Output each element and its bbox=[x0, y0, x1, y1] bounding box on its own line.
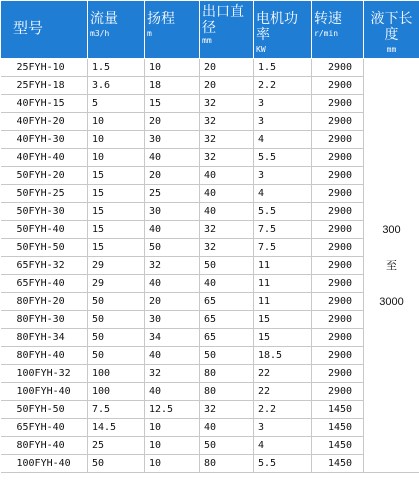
cell-head: 32 bbox=[145, 257, 200, 275]
cell-power: 5.5 bbox=[254, 149, 312, 167]
cell-head: 40 bbox=[145, 275, 200, 293]
cell-outlet: 40 bbox=[200, 275, 254, 293]
cell-speed: 2900 bbox=[312, 257, 364, 275]
cell-flow: 15 bbox=[88, 167, 145, 185]
cell-model: 40FYH-20 bbox=[1, 113, 88, 131]
cell-power: 22 bbox=[254, 365, 312, 383]
cell-outlet: 32 bbox=[200, 113, 254, 131]
cell-power: 3 bbox=[254, 167, 312, 185]
table-row bbox=[1, 311, 419, 329]
header-outlet-unit: mm bbox=[202, 36, 212, 45]
cell-power: 22 bbox=[254, 383, 312, 401]
cell-model: 50FYH-20 bbox=[1, 167, 88, 185]
table-row bbox=[1, 419, 419, 437]
table-row bbox=[1, 221, 419, 239]
table-row bbox=[1, 293, 419, 311]
header-outlet bbox=[200, 1, 254, 59]
cell-power: 7.5 bbox=[254, 239, 312, 257]
table-row bbox=[1, 329, 419, 347]
cell-power: 2.2 bbox=[254, 401, 312, 419]
cell-speed: 2900 bbox=[312, 293, 364, 311]
cell-power: 11 bbox=[254, 257, 312, 275]
cell-model: 100FYH-40 bbox=[1, 383, 88, 401]
cell-flow: 50 bbox=[88, 293, 145, 311]
header-power-label: 电机功率 bbox=[256, 10, 298, 42]
cell-speed: 2900 bbox=[312, 203, 364, 221]
cell-flow: 15 bbox=[88, 203, 145, 221]
cell-power: 15 bbox=[254, 311, 312, 329]
header-depth-unit: mm bbox=[386, 45, 397, 54]
table-row bbox=[1, 95, 419, 113]
cell-outlet: 50 bbox=[200, 347, 254, 365]
cell-model: 80FYH-34 bbox=[1, 329, 88, 347]
cell-flow: 50 bbox=[88, 455, 145, 473]
header-speed-label: 转速 bbox=[314, 10, 342, 26]
table-row bbox=[1, 239, 419, 257]
cell-outlet: 80 bbox=[200, 365, 254, 383]
cell-outlet: 65 bbox=[200, 329, 254, 347]
cell-model: 50FYH-40 bbox=[1, 221, 88, 239]
cell-power: 7.5 bbox=[254, 221, 312, 239]
cell-head: 10 bbox=[145, 419, 200, 437]
cell-outlet: 50 bbox=[200, 257, 254, 275]
cell-model: 80FYH-40 bbox=[1, 437, 88, 455]
cell-model: 65FYH-40 bbox=[1, 275, 88, 293]
cell-outlet: 80 bbox=[200, 383, 254, 401]
cell-power: 11 bbox=[254, 275, 312, 293]
cell-outlet: 65 bbox=[200, 311, 254, 329]
cell-outlet: 20 bbox=[200, 77, 254, 95]
cell-power: 11 bbox=[254, 293, 312, 311]
table-row bbox=[1, 131, 419, 149]
cell-outlet: 32 bbox=[200, 239, 254, 257]
cell-speed: 2900 bbox=[312, 131, 364, 149]
cell-head: 40 bbox=[145, 221, 200, 239]
table-row bbox=[1, 347, 419, 365]
cell-outlet: 40 bbox=[200, 167, 254, 185]
header-model bbox=[1, 1, 88, 59]
cell-head: 12.5 bbox=[145, 401, 200, 419]
cell-head: 15 bbox=[145, 95, 200, 113]
cell-model: 80FYH-20 bbox=[1, 293, 88, 311]
cell-model: 25FYH-10 bbox=[1, 59, 88, 77]
cell-outlet: 32 bbox=[200, 401, 254, 419]
header-head-label: 扬程 bbox=[147, 10, 175, 26]
cell-flow: 15 bbox=[88, 185, 145, 203]
cell-head: 10 bbox=[145, 455, 200, 473]
table-row bbox=[1, 383, 419, 401]
cell-flow: 10 bbox=[88, 131, 145, 149]
cell-speed: 2900 bbox=[312, 275, 364, 293]
cell-speed: 2900 bbox=[312, 77, 364, 95]
table-row bbox=[1, 149, 419, 167]
table-row bbox=[1, 185, 419, 203]
cell-outlet: 80 bbox=[200, 455, 254, 473]
cell-speed: 2900 bbox=[312, 113, 364, 131]
table-row bbox=[1, 257, 419, 275]
table-row bbox=[1, 437, 419, 455]
cell-head: 10 bbox=[145, 437, 200, 455]
header-model-label: 型号 bbox=[13, 20, 44, 37]
cell-head: 40 bbox=[145, 383, 200, 401]
header-power-unit: KW bbox=[256, 45, 266, 54]
cell-outlet: 40 bbox=[200, 185, 254, 203]
table-row bbox=[1, 59, 419, 77]
cell-power: 15 bbox=[254, 329, 312, 347]
table-row bbox=[1, 113, 419, 131]
depth-spacer bbox=[364, 239, 419, 257]
table-row bbox=[1, 167, 419, 185]
cell-speed: 2900 bbox=[312, 311, 364, 329]
cell-model: 40FYH-30 bbox=[1, 131, 88, 149]
cell-outlet: 32 bbox=[200, 149, 254, 167]
cell-model: 50FYH-25 bbox=[1, 185, 88, 203]
cell-outlet: 40 bbox=[200, 419, 254, 437]
cell-head: 30 bbox=[145, 203, 200, 221]
cell-model: 50FYH-50 bbox=[1, 239, 88, 257]
cell-speed: 2900 bbox=[312, 383, 364, 401]
header-flow-unit: m3/h bbox=[90, 29, 110, 38]
cell-outlet: 32 bbox=[200, 95, 254, 113]
cell-power: 5.5 bbox=[254, 455, 312, 473]
table-row bbox=[1, 365, 419, 383]
cell-flow: 15 bbox=[88, 239, 145, 257]
cell-speed: 2900 bbox=[312, 329, 364, 347]
cell-model: 65FYH-32 bbox=[1, 257, 88, 275]
cell-model: 100FYH-32 bbox=[1, 365, 88, 383]
cell-flow: 1.5 bbox=[88, 59, 145, 77]
header-flow-label: 流量 bbox=[90, 10, 118, 26]
cell-head: 20 bbox=[145, 293, 200, 311]
table-row bbox=[1, 401, 419, 419]
depth-range-cell bbox=[364, 59, 419, 473]
cell-head: 20 bbox=[145, 167, 200, 185]
depth-max: 3000 bbox=[379, 295, 404, 308]
cell-flow: 14.5 bbox=[88, 419, 145, 437]
cell-outlet: 20 bbox=[200, 59, 254, 77]
cell-power: 3 bbox=[254, 113, 312, 131]
cell-speed: 2900 bbox=[312, 167, 364, 185]
cell-model: 40FYH-40 bbox=[1, 149, 88, 167]
cell-model: 65FYH-40 bbox=[1, 419, 88, 437]
cell-head: 50 bbox=[145, 239, 200, 257]
cell-flow: 29 bbox=[88, 275, 145, 293]
cell-flow: 5 bbox=[88, 95, 145, 113]
cell-speed: 1450 bbox=[312, 437, 364, 455]
cell-flow: 15 bbox=[88, 221, 145, 239]
cell-speed: 1450 bbox=[312, 419, 364, 437]
cell-power: 5.5 bbox=[254, 203, 312, 221]
cell-power: 4 bbox=[254, 131, 312, 149]
cell-model: 50FYH-30 bbox=[1, 203, 88, 221]
spec-table-body bbox=[1, 59, 419, 473]
cell-head: 34 bbox=[145, 329, 200, 347]
cell-head: 30 bbox=[145, 131, 200, 149]
cell-model: 50FYH-50 bbox=[1, 401, 88, 419]
cell-model: 40FYH-15 bbox=[1, 95, 88, 113]
cell-speed: 2900 bbox=[312, 347, 364, 365]
cell-head: 20 bbox=[145, 113, 200, 131]
cell-speed: 2900 bbox=[312, 95, 364, 113]
header-row bbox=[1, 1, 419, 59]
depth-min: 300 bbox=[382, 223, 401, 236]
cell-head: 32 bbox=[145, 365, 200, 383]
cell-outlet: 40 bbox=[200, 203, 254, 221]
depth-spacer bbox=[364, 275, 419, 293]
cell-outlet: 65 bbox=[200, 293, 254, 311]
cell-speed: 2900 bbox=[312, 239, 364, 257]
depth-connector: 至 bbox=[386, 259, 397, 272]
cell-flow: 100 bbox=[88, 383, 145, 401]
cell-speed: 2900 bbox=[312, 221, 364, 239]
header-flow bbox=[88, 1, 145, 59]
cell-speed: 1450 bbox=[312, 455, 364, 473]
cell-flow: 50 bbox=[88, 311, 145, 329]
cell-speed: 2900 bbox=[312, 185, 364, 203]
cell-model: 80FYH-30 bbox=[1, 311, 88, 329]
cell-power: 3 bbox=[254, 95, 312, 113]
header-power bbox=[254, 1, 312, 59]
cell-speed: 2900 bbox=[312, 59, 364, 77]
cell-outlet: 32 bbox=[200, 221, 254, 239]
table-row bbox=[1, 203, 419, 221]
cell-speed: 1450 bbox=[312, 401, 364, 419]
cell-power: 2.2 bbox=[254, 77, 312, 95]
cell-head: 30 bbox=[145, 311, 200, 329]
cell-head: 10 bbox=[145, 59, 200, 77]
cell-head: 18 bbox=[145, 77, 200, 95]
cell-flow: 3.6 bbox=[88, 77, 145, 95]
header-depth bbox=[364, 1, 419, 59]
cell-flow: 100 bbox=[88, 365, 145, 383]
cell-model: 80FYH-40 bbox=[1, 347, 88, 365]
cell-outlet: 32 bbox=[200, 131, 254, 149]
cell-flow: 29 bbox=[88, 257, 145, 275]
cell-power: 18.5 bbox=[254, 347, 312, 365]
header-speed bbox=[312, 1, 364, 59]
header-head bbox=[145, 1, 200, 59]
header-depth-label: 液下长度 bbox=[370, 10, 413, 42]
cell-power: 1.5 bbox=[254, 59, 312, 77]
header-speed-unit: r/min bbox=[314, 29, 339, 38]
cell-model: 25FYH-18 bbox=[1, 77, 88, 95]
header-head-unit: m bbox=[147, 29, 152, 38]
cell-flow: 50 bbox=[88, 347, 145, 365]
cell-speed: 2900 bbox=[312, 365, 364, 383]
cell-outlet: 50 bbox=[200, 437, 254, 455]
cell-speed: 2900 bbox=[312, 149, 364, 167]
cell-flow: 7.5 bbox=[88, 401, 145, 419]
cell-power: 4 bbox=[254, 437, 312, 455]
cell-flow: 10 bbox=[88, 113, 145, 131]
cell-head: 40 bbox=[145, 347, 200, 365]
cell-flow: 10 bbox=[88, 149, 145, 167]
cell-head: 25 bbox=[145, 185, 200, 203]
table-row bbox=[1, 455, 419, 473]
cell-power: 4 bbox=[254, 185, 312, 203]
cell-flow: 25 bbox=[88, 437, 145, 455]
table-row bbox=[1, 275, 419, 293]
header-outlet-label: 出口直径 bbox=[202, 3, 244, 35]
cell-power: 3 bbox=[254, 419, 312, 437]
cell-flow: 50 bbox=[88, 329, 145, 347]
cell-model: 100FYH-40 bbox=[1, 455, 88, 473]
cell-head: 40 bbox=[145, 149, 200, 167]
table-row bbox=[1, 77, 419, 95]
